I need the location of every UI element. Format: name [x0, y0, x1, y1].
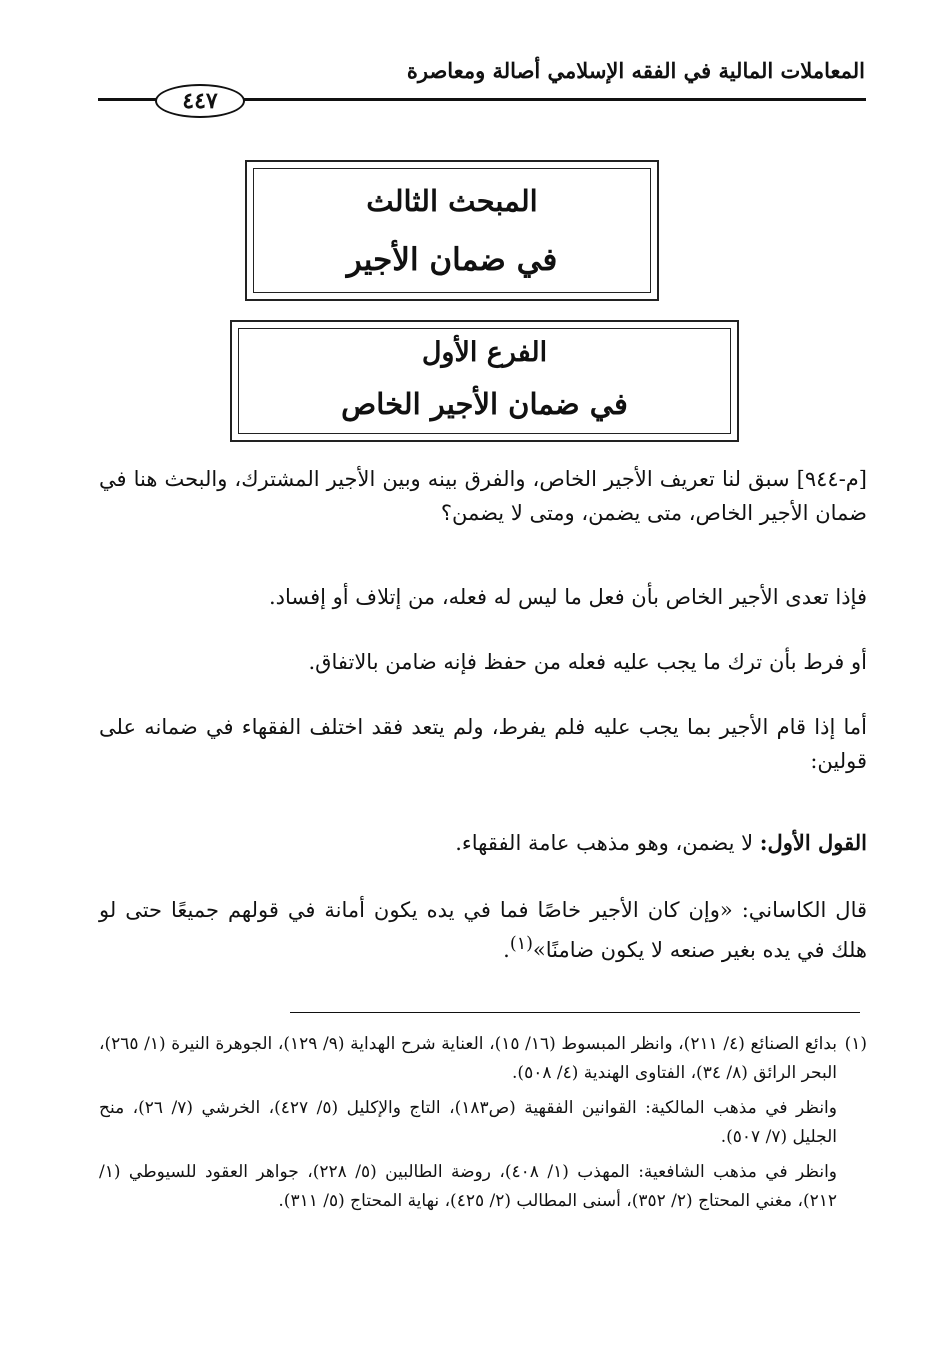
- section-heading-box: [245, 160, 659, 301]
- paragraph-kasani-quote: [99, 893, 867, 967]
- footnote-1-hanafi: [99, 1030, 867, 1088]
- paragraph-intro: [م-٩٤٤] سبق لنا تعريف الأجير الخاص، والفرق بينه وبين الأجير المشترك، والبحث هنا في ضمان الأجير الخاص، متى يضمن، ومتى لا يضمن؟: [99, 467, 867, 525]
- subsection-heading-line2: في ضمان الأجير الخاص: [341, 387, 628, 421]
- paragraph-transgression: فإذا تعدى الأجير الخاص بأن فعل ما ليس له فعله، من إتلاف أو إفساد.: [268, 585, 867, 609]
- subsection-heading-box: [230, 320, 739, 442]
- footnote-1-marker: (١): [844, 1034, 867, 1054]
- quote-end-dot: .: [503, 938, 510, 962]
- kasani-quote-text: قال الكاساني: «وإن كان الأجير خاصًا فما في يده يكون أمانة في قولهم جميعًا حتى لو هلك في يده بغير صنعه لا يكون ضامنًا»: [99, 898, 867, 962]
- paragraph-negligence: أو فرط بأن ترك ما يجب عليه فعله من حفظ فإنه ضامن بالاتفاق.: [308, 650, 867, 674]
- footnotes: [99, 1030, 867, 1222]
- subsection-heading-line1: الفرع الأول: [421, 337, 548, 368]
- footnote-separator: [290, 1012, 860, 1013]
- first-opinion-label: القول الأول:: [759, 830, 867, 855]
- footnote-1-shafii: وانظر في مذهب الشافعية: المهذب (١/ ٤٠٨)، روضة الطالبين (٥/ ٢٢٨)، جواهر العقود للسيوطي (١/ ٢١٢)، مغني المحتاج (٢/ ٣٥٢)، أسنى المطالب (٢/ ٤٢٥)، نهاية المحتاج (٥/ ٣١١).: [99, 1162, 838, 1211]
- first-opinion-text: لا يضمن، وهو مذهب عامة الفقهاء.: [455, 831, 760, 855]
- running-title: المعاملات المالية في الفقه الإسلامي أصالة ومعاصرة: [406, 58, 865, 83]
- section-heading-line1: المبحث الثالث: [366, 184, 538, 218]
- paragraph-first-opinion: [99, 826, 867, 860]
- page-number-oval: ٤٤٧: [155, 84, 245, 118]
- paragraph-disagreement: أما إذا قام الأجير بما يجب عليه فلم يفرط، ولم يتعد فقد اختلف الفقهاء في ضمانه على قولين:: [99, 715, 867, 773]
- section-heading-line2: في ضمان الأجير: [346, 242, 558, 278]
- footnote-ref: (١): [509, 934, 533, 954]
- footnote-1-maliki: وانظر في مذهب المالكية: القوانين الفقهية (ص١٨٣)، التاج والإكليل (٥/ ٤٢٧)، الخرشي (٧/ ٢٦)، منح الجليل (٧/ ٥٠٧).: [99, 1098, 837, 1147]
- footnote-1-hanafi-text: بدائع الصنائع (٤/ ٢١١)، وانظر المبسوط (١٦/ ١٥)، العناية شرح الهداية (٩/ ١٢٩)، الجوهرة النيرة (١/ ٢٦٥)، البحر الرائق (٨/ ٣٤)، الفتاوى الهندية (٤/ ٥٠٨).: [99, 1034, 837, 1083]
